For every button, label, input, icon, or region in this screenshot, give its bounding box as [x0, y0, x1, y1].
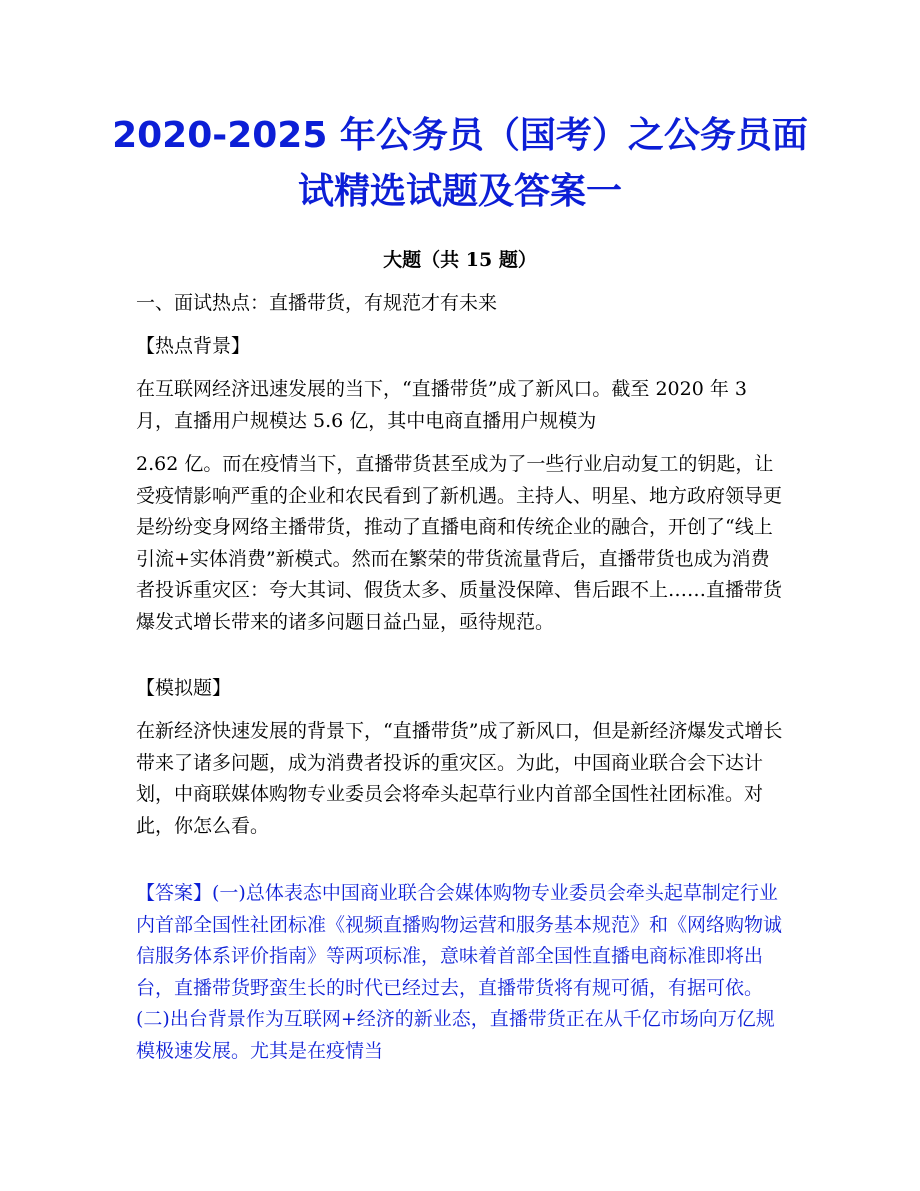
- background-text-2: 2.62 亿。而在疫情当下，直播带货甚至成为了一些行业启动复工的钥匙，让受疫情影响严重的企业和农民看到了新机遇。主持人、明星、地方政府领导更是纷纷变身网络主播带货，推动了直播电商和传统企业的融合，开创了“线上引流+实体消费”新模式。然而在繁荣的带货流量背后，直播带货也成为消费者投诉重灾区：夸大其词、假货太多、质量没保障、售后跟不上……直播带货爆发式增长带来的诸多问题日益凸显，亟待规范。: [136, 453, 783, 633]
- title-line-2: 试精选试题及答案一: [297, 171, 622, 212]
- title-line-1: 2020-2025 年公务员（国考）之公务员面: [112, 115, 808, 156]
- section-heading: 大题（共 15 题）: [383, 249, 537, 271]
- document-title: [60, 108, 860, 220]
- mock-question-label: 【模拟题】: [136, 677, 232, 699]
- question-heading: 一、面试热点：直播带货，有规范才有未来: [136, 292, 498, 314]
- answer-text: 【答案】(一)总体表态中国商业联合会媒体购物专业委员会牵头起草制定行业内首部全国性社团标准《视频直播购物运营和服务基本规范》和《网络购物诚信服务体系评价指南》等两项标准，意味着首部全国性直播电商标准即将出台，直播带货野蛮生长的时代已经过去，直播带货将有规可循，有据可依。(二)出台背景作为互联网+经济的新业态，直播带货正在从千亿市场向万亿规模极速发展。尤其是在疫情当: [136, 882, 783, 1062]
- background-label: 【热点背景】: [136, 335, 251, 357]
- mock-question-text: 在新经济快速发展的背景下，“直播带货”成了新风口，但是新经济爆发式增长带来了诸多问题，成为消费者投诉的重灾区。为此，中国商业联合会下达计划，中商联媒体购物专业委员会将牵头起草行业内首部全国性社团标准。对此，你怎么看。: [136, 720, 783, 837]
- background-text-1: 在互联网经济迅速发展的当下，“直播带货”成了新风口。截至 2020 年 3 月，直播用户规模达 5.6 亿，其中电商直播用户规模为: [136, 378, 747, 432]
